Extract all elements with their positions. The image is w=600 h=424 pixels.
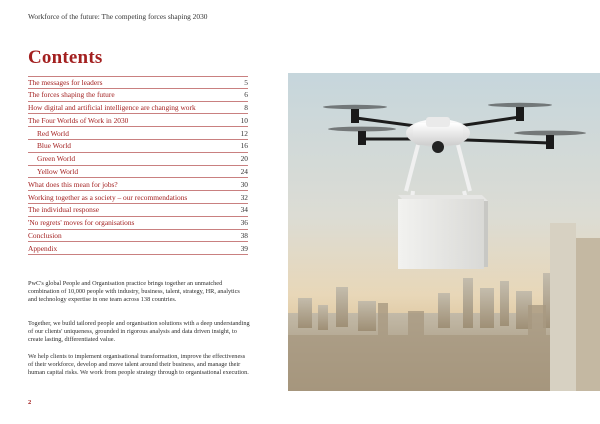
toc-entry-page: 36 [240,218,248,228]
toc-entry-page: 8 [244,102,248,112]
toc-entry-label: Conclusion [28,230,62,240]
page-number: 2 [28,399,32,406]
toc-entry-label: Appendix [28,243,58,253]
toc-entry-label: Red World [37,128,69,138]
toc-entry-label: What does this mean for jobs? [28,179,118,189]
toc-entry[interactable] [28,242,248,255]
table-of-contents [28,76,248,255]
toc-entry[interactable] [28,191,248,204]
toc-entry-page: 34 [240,205,248,215]
toc-entry[interactable] [28,178,248,191]
toc-entry[interactable] [28,166,248,179]
toc-entry-label: Yellow World [37,166,79,176]
toc-entry-label: 'No regrets' moves for organisations [28,218,135,228]
toc-entry-label: Green World [37,154,76,164]
intro-paragraph-2: Together, we build tailored people and organisation solutions with a deep understanding of our clients' uniqueness, grounded in rigorous analysis and data driven insight, to create lasting, differentiated value. [28,320,250,344]
toc-entry[interactable] [28,230,248,243]
toc-entry[interactable] [28,76,248,89]
intro-paragraph-3: We help clients to implement organisational transformation, improve the effectiveness of their workforce, develop and move talent around their business, and manage their human capital risks. We work from people strategy through to organisational execution. [28,353,249,377]
toc-entry[interactable] [28,153,248,166]
toc-entry[interactable] [28,217,248,230]
toc-entry-label: The forces shaping the future [28,90,115,100]
toc-entry-page: 10 [240,115,248,125]
toc-entry-label: The Four Worlds of Work in 2030 [28,115,129,125]
toc-entry-page: 24 [240,166,248,176]
toc-entry-label: The individual response [28,205,100,215]
toc-entry[interactable] [28,204,248,217]
running-header: Workforce of the future: The competing forces shaping 2030 [28,12,208,21]
toc-entry-page: 38 [240,230,248,240]
intro-paragraph-1: PwC's global People and Organisation practice brings together an unmatched combination of 10,000 people with industry, business, talent, strategy, HR, analytics and technology expertise in one team across 138 countries. [28,280,240,304]
toc-entry-label: The messages for leaders [28,77,103,87]
toc-entry[interactable] [28,89,248,102]
toc-entry[interactable] [28,140,248,153]
toc-entry-label: Working together as a society – our recommendations [28,192,188,202]
toc-entry-page: 20 [240,154,248,164]
toc-entry-page: 39 [240,243,248,253]
toc-entry-page: 30 [240,179,248,189]
toc-entry-label: Blue World [37,141,71,151]
contents-heading: Contents [28,47,103,68]
drone-delivery-photo [288,73,600,391]
toc-entry-page: 16 [240,141,248,151]
toc-entry-label: How digital and artificial intelligence are changing work [28,102,196,112]
toc-entry[interactable] [28,127,248,140]
toc-entry-page: 6 [244,90,248,100]
toc-entry-page: 32 [240,192,248,202]
toc-entry[interactable] [28,114,248,127]
toc-entry[interactable] [28,102,248,115]
toc-entry-page: 5 [244,77,248,87]
toc-entry-page: 12 [240,128,248,138]
